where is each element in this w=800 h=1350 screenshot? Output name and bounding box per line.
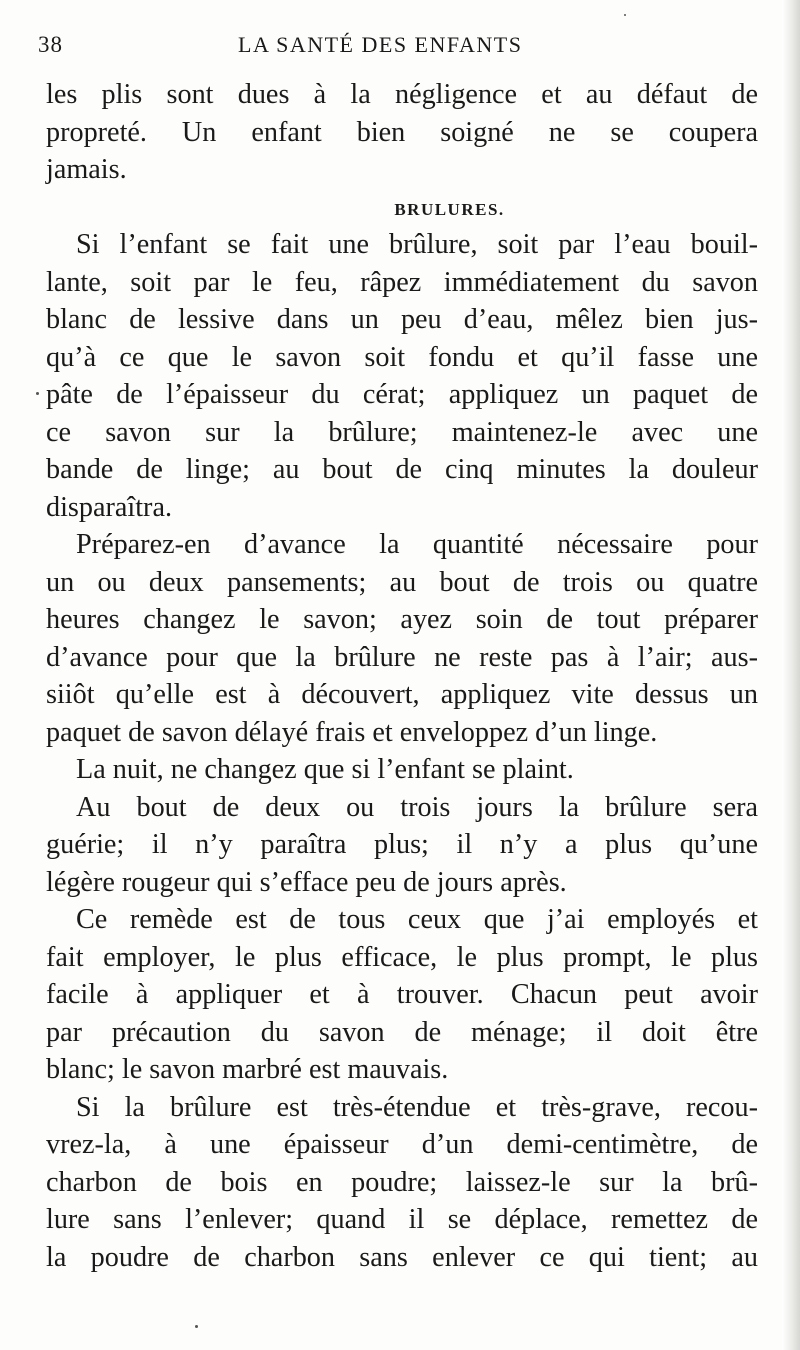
- text-line: fait employer, le plus efficace, le plus prompt, le plus: [46, 941, 758, 973]
- print-speck: [624, 14, 626, 16]
- text-line: Ce remède est de tous ceux que j’ai employés et: [76, 904, 758, 935]
- text-line: paquet de savon délayé frais et enveloppez d’un linge.: [46, 716, 658, 748]
- text-line: La nuit, ne changez que si l’enfant se plaint.: [76, 754, 574, 785]
- body-text: [46, 76, 758, 1276]
- text-line: heures changez le savon; ayez soin de tout préparer: [46, 604, 758, 635]
- text-line: les plis sont dues à la négligence et au défaut de: [46, 79, 758, 110]
- page-header: [38, 32, 758, 60]
- text-line: lure sans l’enlever; quand il se déplace, remettez de: [46, 1204, 758, 1235]
- text-line: Au bout de deux ou trois jours la brûlure sera: [76, 791, 758, 823]
- text-line: d’avance pour que la brûlure ne reste pas à l’air; aus-: [46, 641, 758, 673]
- page-edge: [782, 0, 800, 1350]
- text-line: ce savon sur la brûlure; maintenez-le avec une: [46, 416, 758, 448]
- text-line: lante, soit par le feu, râpez immédiatement du savon: [46, 266, 758, 298]
- text-line: la poudre de charbon sans enlever ce qui tient; au: [46, 1241, 758, 1273]
- text-line: guérie; il n’y paraîtra plus; il n’y a plus qu’une: [46, 829, 758, 860]
- text-line: par précaution du savon de ménage; il doit être: [46, 1016, 758, 1048]
- text-line: blanc; le savon marbré est mauvais.: [46, 1054, 449, 1085]
- text-line: vrez-la, à une épaisseur d’un demi-centimètre, de: [46, 1129, 758, 1160]
- print-speck: [195, 1325, 198, 1328]
- page-number: 38: [38, 32, 63, 57]
- text-line: pâte de l’épaisseur du cérat; appliquez un paquet de: [46, 379, 758, 410]
- text-line: Si la brûlure est très-étendue et très-grave, recou-: [76, 1091, 758, 1123]
- running-head: LA SANTÉ DES ENFANTS: [238, 32, 523, 57]
- text-line: propreté. Un enfant bien soigné ne se coupera: [46, 116, 758, 148]
- section-title: BRULURES.: [394, 199, 505, 219]
- text-line: qu’à ce que le savon soit fondu et qu’il fasse une: [46, 341, 758, 373]
- text-line: siiôt qu’elle est à découvert, appliquez vite dessus un: [46, 679, 758, 710]
- text-line: charbon de bois en poudre; laissez-le sur la brû-: [46, 1166, 758, 1198]
- text-line: blanc de lessive dans un peu d’eau, mêlez bien jus-: [46, 304, 758, 335]
- text-line: jamais.: [46, 154, 127, 185]
- print-speck: [36, 392, 39, 395]
- text-line: bande de linge; au bout de cinq minutes la douleur: [46, 454, 758, 485]
- text-line: disparaîtra.: [46, 491, 173, 523]
- text-line: Préparez-en d’avance la quantité nécessaire pour: [76, 529, 758, 560]
- text-line: un ou deux pansements; au bout de trois ou quatre: [46, 566, 758, 598]
- text-line: Si l’enfant se fait une brûlure, soit par l’eau bouil-: [76, 229, 758, 260]
- text-line: légère rougeur qui s’efface peu de jours après.: [46, 866, 567, 898]
- text-line: facile à appliquer et à trouver. Chacun peut avoir: [46, 979, 758, 1010]
